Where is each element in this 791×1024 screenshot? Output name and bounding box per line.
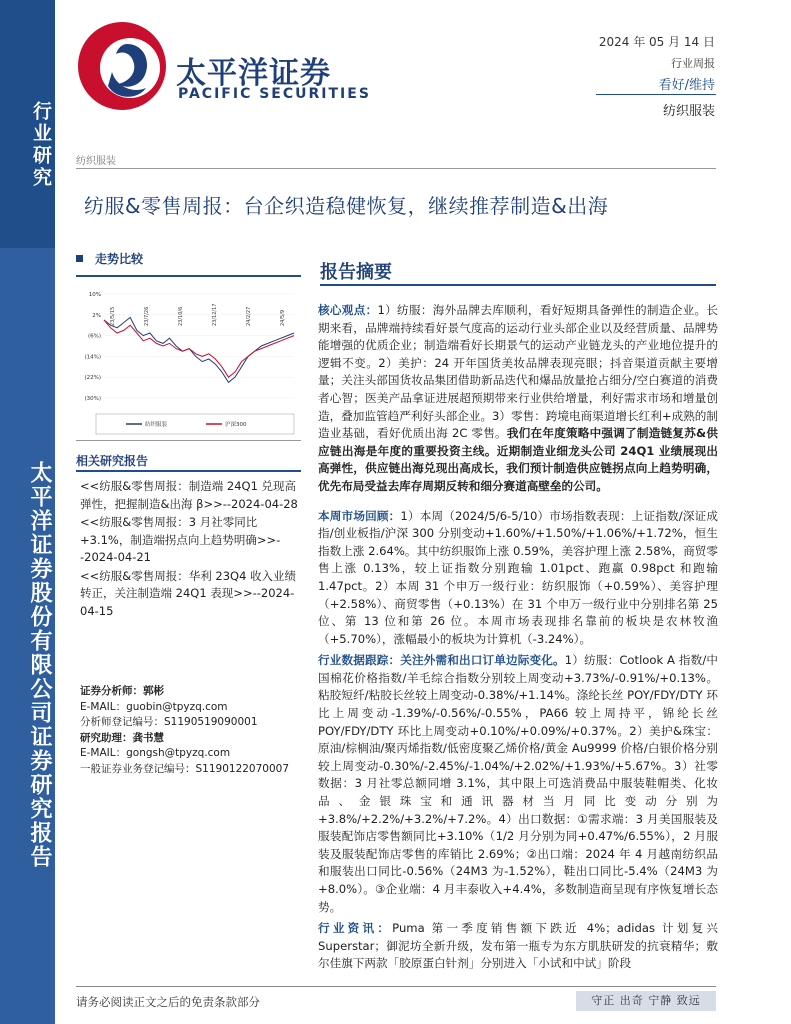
left-band bbox=[0, 0, 55, 1024]
legend-box bbox=[96, 414, 294, 434]
series-line bbox=[104, 320, 294, 377]
core-view-emphasis: 我们在年度策略中强调了制造链复苏&供应链出海是年度的重要投资主线。近期制造业细龙头公司 24Q1 业绩展现出高弹性，供应链出海兑现出高成长，我们预计制造供应链拐点向上趋势明确，优先布局受益去库存周期反转和细分赛道高壁垒的公司。 bbox=[318, 426, 718, 493]
x-tick-label: 23/12/17 bbox=[212, 303, 218, 326]
summary-heading: 报告摘要 bbox=[320, 262, 392, 283]
related-report-link[interactable]: <<纺服&零售周报：华利 23Q4 收入业绩转正，关注制造端 24Q1 表现>>--2024-04-15 bbox=[80, 568, 297, 618]
report-date: 2024 年 05 月 14 日 bbox=[598, 35, 715, 49]
legend-label: 纺织服装 bbox=[145, 422, 168, 428]
x-tick-label: 23/7/26 bbox=[144, 306, 150, 326]
rating-label: 看好/维持 bbox=[658, 78, 715, 93]
related-reports-rule bbox=[76, 470, 301, 472]
band-label-industry-research: 行业研究 bbox=[30, 101, 52, 189]
core-view-label: 核心观点： bbox=[318, 303, 378, 317]
x-tick-label: 23/5/15 bbox=[110, 306, 116, 326]
y-tick-label: (6%) bbox=[87, 333, 101, 340]
pacific-logo-icon bbox=[72, 14, 172, 114]
chart-bottom-rule bbox=[76, 440, 301, 441]
y-tick-label: 2% bbox=[92, 312, 101, 319]
band-label-company: 太平洋证券股份有限公司证券研究报告 bbox=[27, 461, 52, 869]
market-review-label: 本周市场回顾： bbox=[318, 508, 401, 523]
trend-heading-rule bbox=[76, 275, 301, 277]
analyst-info bbox=[80, 684, 305, 778]
page-title: 纺服&零售周报：台企织造稳健恢复，继续推荐制造&出海 bbox=[84, 194, 609, 218]
related-reports-list bbox=[80, 478, 302, 621]
square-bullet-icon bbox=[76, 255, 83, 262]
trend-chart-svg bbox=[76, 286, 301, 436]
assistant-line bbox=[80, 731, 305, 747]
data-tracking-text: 1）纺服：Cotlook A 指数/中国棉花价格指数/羊毛综合指数分别较上周变动+3.73%/-0.91%/+0.13%。粘胶短纤/粘胶长丝较上周变动-0.38%/+1.14%。涤纶长丝 POY/FDY/DTY 环比上周变动-1.39%/-0.56%/-0.55%，PA66 较上周持平，锦纶长丝 POY/FDY/DTY 环比上周变动+0.10%/+0.09%/+0.37%。2）美护&珠宝：原油/棕榈油/聚丙烯指数/低密度聚乙烯价格/黄金 Au9999 价格/白银价格分别较上周变动-0.30%/-2.45%/-1.04%/+2.02%/+1.93%/+5.67%。3）社零数据：3 月社零总额同增 3.1%，其中限上可选消费品中服装鞋帽类、化妆品、金银珠宝和通讯器材当月同比变动分别为+3.8%/+2.2%/+3.2%/+7.2%。4）出口数据：①需求端：3 月美国服装及服装配饰店零售额同比+3.10%（1/2 月分别为同+0.47%/6.55%），2 月服装及服装配饰店零售的库销比 2.69%；②出口端：2024 年 4 月越南纺织品和服装出口同比-0.56%（24M3 为-1.52%），鞋出口同比-5.4%（24M3 为+8.0%）。③企业端：4 月丰泰收入+4.4%，多数制造商呈现有序恢复增长态势。 bbox=[318, 653, 718, 914]
industry-news-text: Puma 第一季度销售额下跌近 4%；adidas 计划复兴 Superstar；御泥坊全新升级，发布第一瓶专为东方肌肤研发的抗衰精华；敷尔佳旗下两款「胶原蛋白针剂」分别进入「小试和中试」阶段 bbox=[318, 921, 718, 971]
analyst-email[interactable]: E-MAIL：guobin@tpyzq.com bbox=[80, 700, 228, 713]
industry-news-label: 行业资讯： bbox=[318, 921, 393, 936]
analyst-line bbox=[80, 684, 305, 700]
company-motto: 守正 出奇 宁静 致远 bbox=[576, 991, 716, 1011]
summary-heading-rule bbox=[320, 284, 716, 286]
sector-label: 纺织服装 bbox=[662, 104, 715, 119]
analyst-label: 证券分析师： bbox=[80, 685, 143, 697]
x-tick-label: 24/2/27 bbox=[246, 306, 252, 326]
core-view-text: 1）纺服：海外品牌去库顺利，看好短期具备弹性的制造企业。长期来看，品牌端持续看好景气度高的运动行业头部企业以及经营质量、品牌势能增强的优质企业；制造端看好长期景气的运动产业链龙头的产业地位提升的逻辑不变。2）美护：24 开年国货美妆品牌表现亮眼；抖音渠道贡献主要增量；关注头部国货妆品集团借助新品迭代和爆品放量抢占细分/空白赛道的消费者心智；医美产品拿证进展超预期带来行业供给增量，利好需求市场和增量创造，叠加监管趋严利好头部企业。3）零售：跨境电商渠道增长红利+成熟的制造业基础，看好优质出海 2C 零售。 bbox=[318, 303, 718, 441]
trend-heading-text: 走势比较 bbox=[95, 252, 144, 266]
legend-label: 沪深300 bbox=[225, 422, 247, 428]
summary-body bbox=[318, 302, 718, 977]
y-tick-label: 10% bbox=[88, 292, 101, 298]
market-review-paragraph bbox=[318, 508, 718, 649]
trend-chart bbox=[76, 286, 301, 436]
related-report-link[interactable]: <<纺服&零售周报：3 月社零同比+3.1%，制造端拐点向上趋势明确>>--2024-04-21 bbox=[80, 515, 281, 564]
brand-name-cn: 太平洋证券 bbox=[176, 56, 331, 91]
y-tick-label: (30%) bbox=[84, 396, 101, 402]
footer-divider bbox=[76, 986, 716, 987]
x-tick-label: 24/5/9 bbox=[280, 309, 286, 326]
related-report-link[interactable]: <<纺服&零售周报：制造端 24Q1 兑现高弹性，把握制造&出海 β>>--2024-04-28 bbox=[80, 479, 298, 511]
breadcrumb: 纺织服装 bbox=[76, 156, 116, 167]
assistant-email[interactable]: E-MAIL：gongsh@tpyzq.com bbox=[80, 747, 231, 760]
assistant-registration: 一般证券业务登记编号：S1190122070007 bbox=[80, 762, 290, 775]
market-review-text: 1）本周（2024/5/6-5/10）市场指数表现：上证指数/深证成指/创业板指/沪深 300 分别变动+1.60%/+1.50%/+1.06%/+1.72%，恒生指数上涨 2.64%。其中纺织服饰上涨 0.59%，美容护理上涨 2.58%，商贸零售上涨 0.13%，较上证指数分别跑输 1.01pct、跑赢 0.98pct 和跑输 1.47pct。2）本周 31 个申万一级行业：纺织服饰（+0.59%）、美容护理（+2.58%）、商贸零售（+0.13%）在 31 个申万一级行业中分别排名第 25 位、第 13 位和第 26 位。本周市场表现排名靠前的板块是农林牧渔（+5.70%），涨幅最小的板块为计算机（-3.24%）。 bbox=[318, 508, 718, 646]
data-tracking-paragraph bbox=[318, 652, 718, 916]
industry-news-paragraph bbox=[318, 920, 718, 973]
y-tick-label: (22%) bbox=[84, 375, 101, 382]
assistant-label: 研究助理： bbox=[80, 731, 133, 744]
x-tick-label: 23/10/6 bbox=[178, 306, 184, 326]
related-reports-heading: 相关研究报告 bbox=[76, 454, 149, 468]
paragraph-gap bbox=[318, 500, 718, 508]
assistant-name: 龚书慧 bbox=[132, 731, 164, 744]
disclaimer-notice: 请务必阅读正文之后的免责条款部分 bbox=[76, 995, 260, 1009]
trend-section bbox=[76, 250, 306, 277]
header-divider bbox=[596, 94, 716, 95]
analyst-registration: 分析师登记编号：S1190519090001 bbox=[80, 716, 258, 729]
trend-heading bbox=[76, 250, 306, 267]
y-tick-label: (14%) bbox=[84, 354, 101, 361]
breadcrumb-divider bbox=[76, 168, 716, 169]
brand-name-en: PACIFIC SECURITIES bbox=[178, 86, 371, 102]
data-tracking-label: 行业数据跟踪：关注外需和出口订单边际变化。 bbox=[318, 653, 565, 668]
analyst-name: 郭彬 bbox=[143, 685, 164, 697]
core-view-paragraph bbox=[318, 302, 718, 496]
report-type: 行业周报 bbox=[671, 57, 715, 70]
